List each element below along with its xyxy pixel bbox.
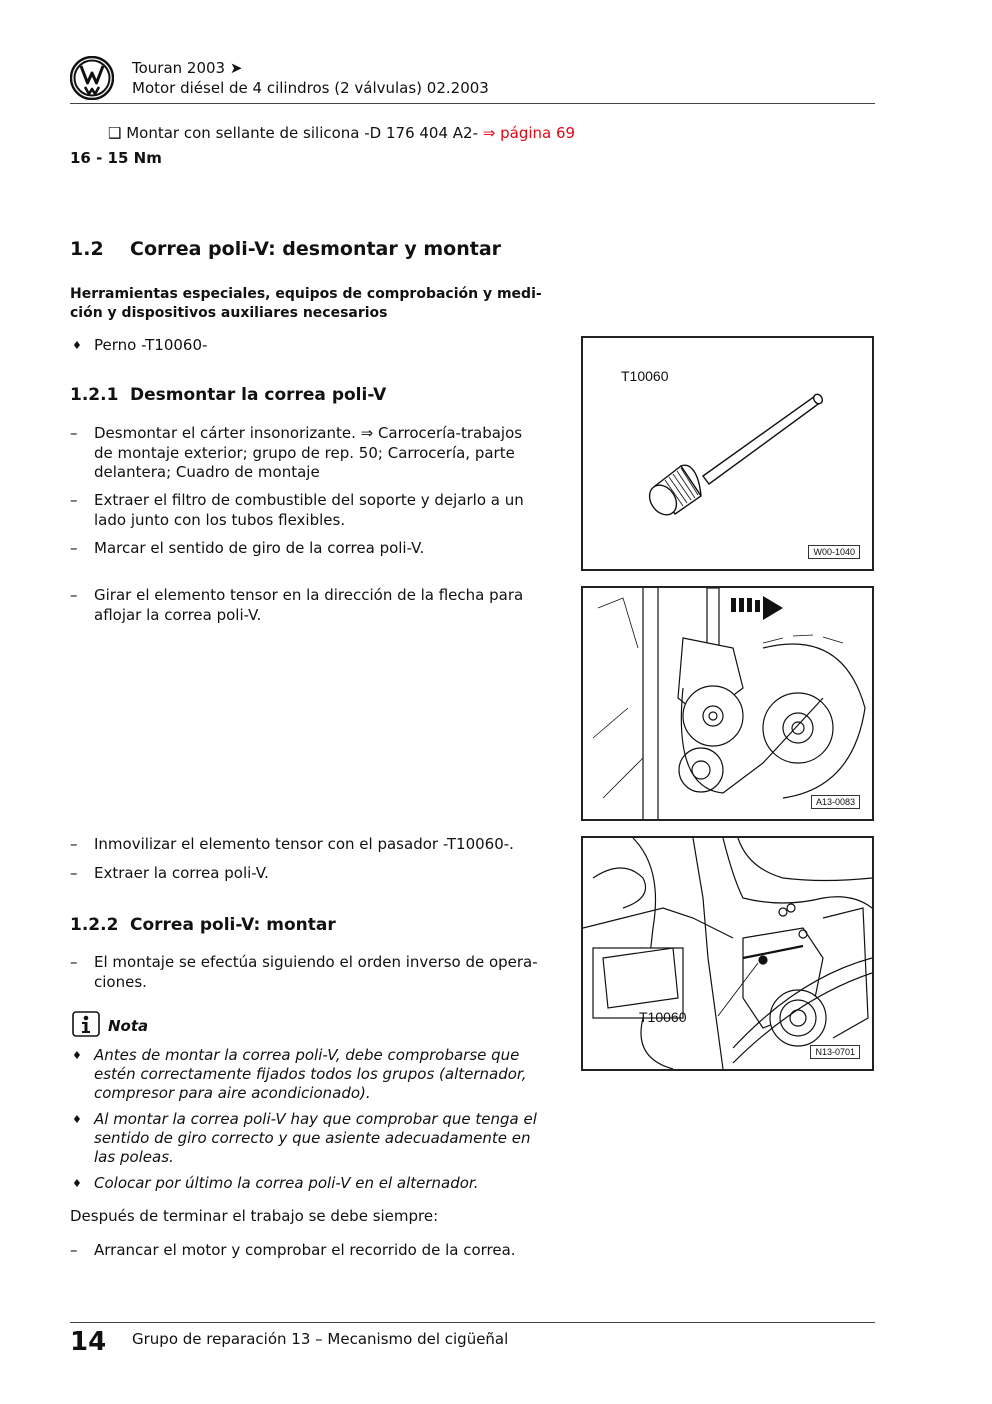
bullet-icon: ♦ xyxy=(72,1049,82,1062)
step-line: lado junto con los tubos flexibles. xyxy=(94,510,346,529)
page-number: 14 xyxy=(70,1327,107,1357)
page-link[interactable]: página 69 xyxy=(500,124,576,142)
tools-heading xyxy=(70,285,542,323)
step-item xyxy=(70,864,540,884)
dash-icon: – xyxy=(70,953,78,971)
header-divider xyxy=(70,103,875,104)
step-item xyxy=(70,424,540,483)
step-line: ciones. xyxy=(94,972,147,991)
step-line: Desmontar el cárter insonorizante. ⇒ Carrocería-trabajos xyxy=(94,424,523,442)
engine-illustration xyxy=(583,838,872,1069)
step-line: Extraer la correa poli-V. xyxy=(94,864,269,882)
step-item xyxy=(70,953,540,992)
note-line: sentido de giro correcto y que asiente adecuadamente en xyxy=(94,1129,531,1147)
step-item xyxy=(70,539,540,559)
step-line: delantera; Cuadro de montaje xyxy=(94,463,320,481)
pin-illustration xyxy=(583,338,872,569)
step-line: Extraer el filtro de combustible del soporte y dejarlo a un xyxy=(94,491,524,509)
figure-tool-pin xyxy=(581,336,874,571)
mount-instruction xyxy=(108,124,575,143)
bullet-icon: ♦ xyxy=(72,1113,82,1126)
note-line: las poleas. xyxy=(94,1148,174,1166)
subsection-title: Desmontar la correa poli-V xyxy=(130,385,387,405)
subsection-number: 1.2.1 xyxy=(70,385,119,405)
section-title: Correa poli-V: desmontar y montar xyxy=(130,238,502,260)
note-item xyxy=(70,1046,550,1103)
figure-label: T10060 xyxy=(639,1009,687,1025)
step-item xyxy=(70,835,540,855)
step-line: aflojar la correa poli-V. xyxy=(94,605,262,624)
step-line: Girar el elemento tensor en la dirección de la flecha para xyxy=(94,586,524,604)
after-work-text: Después de terminar el trabajo se debe siempre: xyxy=(70,1207,439,1225)
footer-chapter: Grupo de reparación 13 – Mecanismo del cigüeñal xyxy=(132,1330,509,1348)
note-line: compresor para aire acondicionado). xyxy=(94,1084,371,1102)
bullet-icon: ♦ xyxy=(72,1177,82,1190)
step-line: Arrancar el motor y comprobar el recorrido de la correa. xyxy=(94,1241,516,1259)
tools-heading-line: ción y dispositivos auxiliares necesarios xyxy=(70,305,388,321)
step-item xyxy=(70,586,540,625)
info-icon xyxy=(72,1011,100,1037)
note-line: Antes de montar la correa poli-V, debe comprobarse que xyxy=(94,1046,520,1064)
header-engine: Motor diésel de 4 cilindros (2 válvulas) 02.2003 xyxy=(132,79,489,97)
tools-heading-line: Herramientas especiales, equipos de comprobación y medi- xyxy=(70,286,542,302)
arrow-icon: ⇒ xyxy=(482,124,496,142)
tool-item xyxy=(70,336,550,355)
dash-icon: – xyxy=(70,835,78,853)
tool-item-text: Perno -T10060- xyxy=(94,336,208,354)
note-line: estén correctamente fijados todos los grupos (alternador, xyxy=(94,1065,527,1083)
dash-icon: – xyxy=(70,1241,78,1259)
footer-divider xyxy=(70,1322,875,1323)
figure-label: T10060 xyxy=(621,368,669,384)
note-line: Colocar por último la correa poli-V en el alternador. xyxy=(94,1174,479,1192)
step-line: de montaje exterior; grupo de rep. 50; Carrocería, parte xyxy=(94,443,515,462)
step-item xyxy=(70,491,540,530)
vw-logo xyxy=(70,56,114,100)
subsection-title: Correa poli-V: montar xyxy=(130,915,336,935)
step-line: Inmovilizar el elemento tensor con el pasador -T10060-. xyxy=(94,835,514,853)
mount-text: Montar con sellante de silicona -D 176 404 A2- xyxy=(126,124,478,142)
note-item xyxy=(70,1110,550,1167)
item-16: 16 - 15 Nm xyxy=(70,149,162,167)
figure-pin-inserted xyxy=(581,836,874,1071)
step-line: Marcar el sentido de giro de la correa poli-V. xyxy=(94,539,425,557)
figure-code: N13-0701 xyxy=(810,1045,860,1059)
step-line: El montaje se efectúa siguiendo el orden inverso de opera- xyxy=(94,953,538,971)
figure-tensor-rotation xyxy=(581,586,874,821)
dash-icon: – xyxy=(70,586,78,604)
note-line: Al montar la correa poli-V hay que comprobar que tenga el xyxy=(94,1110,537,1128)
figure-code: A13-0083 xyxy=(811,795,860,809)
tensor-illustration xyxy=(583,588,872,819)
figure-code: W00-1040 xyxy=(808,545,860,559)
note-label: Nota xyxy=(108,1017,149,1035)
dash-icon: – xyxy=(70,491,78,509)
checkbox-icon: ❑ xyxy=(108,124,122,142)
step-item xyxy=(70,1241,540,1261)
dash-icon: – xyxy=(70,539,78,557)
dash-icon: – xyxy=(70,424,78,442)
bullet-icon: ♦ xyxy=(72,339,82,352)
note-item xyxy=(70,1174,550,1193)
header-model: Touran 2003 ➤ xyxy=(132,59,243,77)
subsection-number: 1.2.2 xyxy=(70,915,119,935)
dash-icon: – xyxy=(70,864,78,882)
section-number: 1.2 xyxy=(70,238,104,260)
